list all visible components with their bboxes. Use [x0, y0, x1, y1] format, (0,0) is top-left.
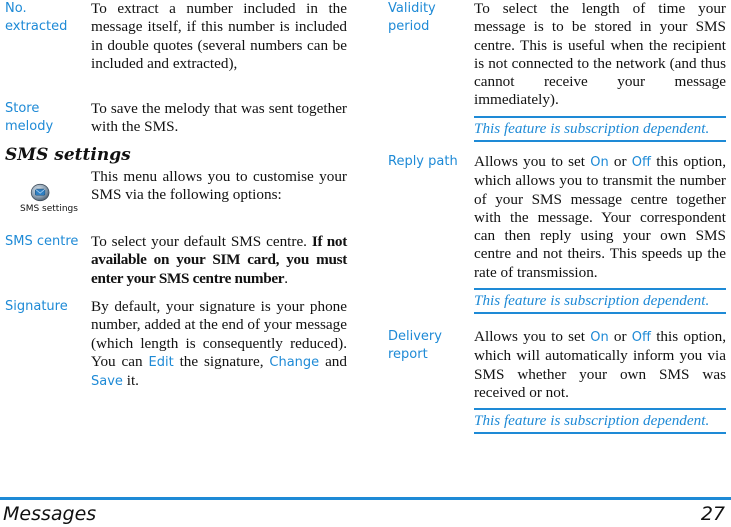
- term-delivery-report: Delivery report: [388, 329, 442, 362]
- term-no-extracted: No. extracted: [5, 1, 68, 34]
- note-delivery-report: This feature is subscription dependent.: [474, 408, 726, 434]
- signature-text-b: the signature,: [173, 352, 270, 370]
- desc-sms-centre: [91, 233, 347, 288]
- entry-validity-period: [388, 0, 726, 142]
- delivery-report-text-b: this option, which will automatically inform you via SMS whether your own SMS was received or not.: [474, 328, 726, 401]
- term-validity-period: Validity period: [388, 1, 436, 34]
- entry-reply-path: [388, 153, 726, 314]
- footer-title: Messages: [3, 503, 97, 525]
- icon-caption: SMS settings: [20, 204, 78, 214]
- desc-no-extracted: To extract a number included in the message itself, if this number is included in double quotes (several numbers can be included and extracted),: [91, 0, 347, 72]
- note-validity-period: This feature is subscription dependent.: [474, 116, 726, 142]
- desc-reply-path: [474, 153, 726, 282]
- entry-store-melody: [5, 100, 347, 137]
- reply-path-or: or: [608, 153, 632, 170]
- sms-centre-text: To select your default SMS centre.: [91, 233, 312, 250]
- signature-text-c: and: [319, 352, 347, 370]
- term-sms-centre: SMS centre: [5, 234, 79, 249]
- desc-delivery-report: [474, 328, 726, 402]
- sms-centre-warning: If not available on your SIM card, you must enter your SMS centre number: [91, 233, 347, 287]
- delivery-report-or: or: [608, 328, 632, 345]
- term-store-melody: Store melody: [5, 101, 54, 134]
- desc-store-melody: To save the melody that was sent together with the SMS.: [91, 100, 347, 136]
- footer-rule: [0, 497, 731, 500]
- option-off: Off: [631, 155, 651, 170]
- option-on: On: [590, 330, 609, 345]
- page-number: 27: [700, 503, 725, 525]
- entry-no-extracted: [5, 0, 347, 73]
- entry-signature: [5, 298, 347, 391]
- signature-text-a: By default, your signature is your phone number, added at the end of your message (which length is consequently reduced). You can: [91, 298, 347, 370]
- section-heading-sms-settings: SMS settings: [5, 145, 131, 165]
- desc-validity-period: To select the length of time your message is to be stored in your SMS centre. This is useful when the recipient is not connected to the network (and thus cannot receive your message immediately).: [474, 0, 726, 109]
- option-edit: Edit: [148, 354, 174, 370]
- delivery-report-text-a: Allows you to set: [474, 328, 591, 345]
- reply-path-text-a: Allows you to set: [474, 153, 591, 170]
- option-off: Off: [631, 330, 651, 345]
- option-save: Save: [91, 374, 123, 390]
- desc-signature: [91, 298, 347, 391]
- signature-text-d: it.: [122, 372, 139, 390]
- entry-delivery-report: [388, 328, 726, 434]
- sms-settings-intro: This menu allows you to customise your SMS via the following options:: [91, 168, 347, 204]
- option-on: On: [590, 155, 609, 170]
- note-reply-path: This feature is subscription dependent.: [474, 288, 726, 314]
- term-signature: Signature: [5, 299, 68, 314]
- reply-path-text-b: this option, which allows you to transmit the number of your SMS message centre together with the message. Your correspondent can then reply using your own SMS centre and not theirs. This speeds up the rate of transmission.: [474, 153, 726, 281]
- option-change: Change: [269, 354, 320, 370]
- sms-centre-period: .: [284, 269, 289, 287]
- term-reply-path: Reply path: [388, 154, 458, 169]
- entry-sms-centre: [5, 233, 347, 288]
